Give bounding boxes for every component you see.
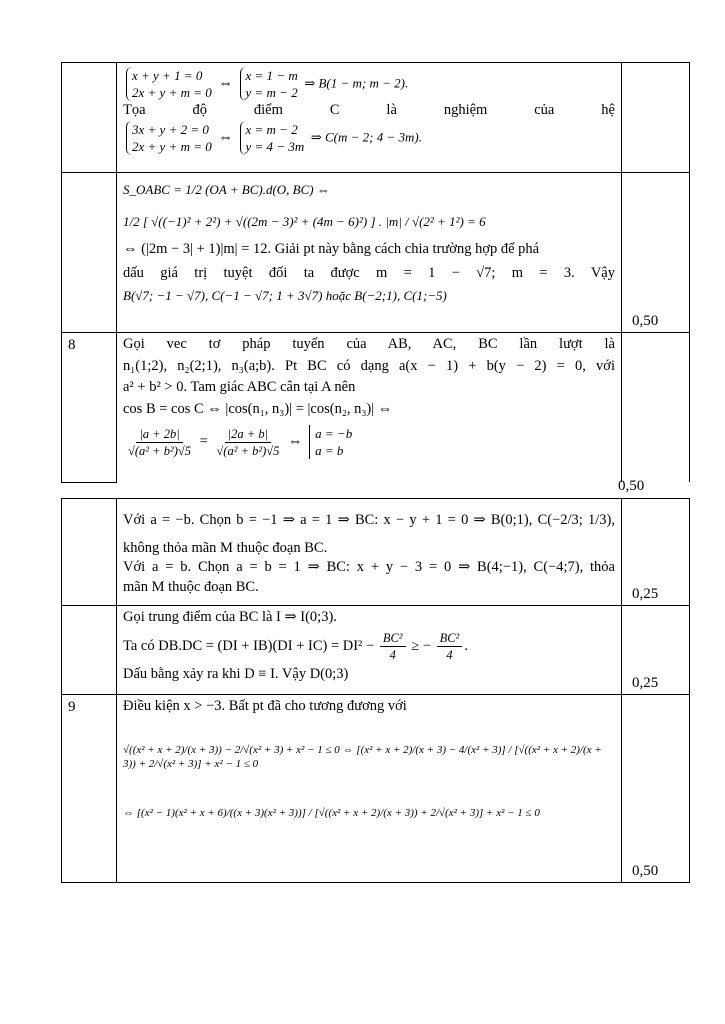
question-number-cell: [62, 499, 117, 606]
solution-cell: x + y + 1 = 0 2x + y + m = 0 ⇔ x = 1 − m y = m − 2 ⇒ B(1 − m; m − 2). Tọa độ điểm C là nghiệm của hệ 3x + y + 2 = 0 2x + y + m = 0 ⇔ x = m − 2 y = 4 − 3m ⇒ C(m − 2; 4 − 3m).: [117, 63, 622, 173]
text-line: n₁(1;2), n₂(2;1), n₃(a;b). Pt BC có dạng a(x − 1) + b(y − 2) = 0, với: [123, 357, 615, 374]
solution-cell: [117, 173, 622, 333]
table-row: [62, 173, 690, 333]
score-value: 0,50: [622, 695, 690, 883]
table-row: [62, 499, 690, 606]
system-equation: x + y + 1 = 0: [132, 68, 203, 83]
table-row: [62, 333, 690, 483]
score-cell: [622, 63, 690, 173]
system-result: x = 1 − m: [245, 68, 298, 83]
inequality-sign: ≥ −: [411, 637, 431, 654]
area-equation: 1/2 [ √((−1)² + 2²) + √((2m − 3)² + (4m − 6)²) ] . |m| / √(2² + 1²) = 6: [123, 213, 486, 229]
text-line: ⇔ (|2m − 3| + 1)|m| = 12. Giải pt này bằng cách chia trường hợp để phá: [123, 241, 540, 258]
point-b-formula: ⇒ B(1 − m; m − 2).: [304, 75, 409, 91]
solution-cell: Gọi trung điểm của BC là I ⇒ I(0;3). Ta có DB.DC = (DI + IB)(DI + IC) = DI² − $\frac{\text{BC²}}{4}$ ≥ − $\frac{\text{BC²}}{4}$ . Dấu bằng xảy ra khi D ≡ I. Vậy D(0;3): [117, 606, 622, 695]
question-number-cell: [62, 63, 117, 173]
area-formula: S_OABC = 1/2 (OA + BC).d(O, BC) ⇔: [123, 182, 330, 197]
question-number-cell: [62, 173, 117, 333]
fraction-denominator: 4: [446, 647, 453, 662]
question-number-cell: [62, 606, 117, 695]
fraction-denominator: √(a² + b²)√5: [216, 443, 280, 458]
fraction-numerator: BC²: [437, 630, 463, 647]
text-line: Dấu bằng xảy ra khi D ≡ I. Vậy D(0;3): [123, 665, 349, 682]
score-value: 0,25: [622, 499, 690, 606]
score-value: 0,25: [622, 606, 690, 695]
text-line: mãn M thuộc đoạn BC.: [123, 578, 259, 595]
case-option: a = b: [315, 443, 344, 459]
answer-line: B(√7; −1 − √7), C(−1 − √7; 1 + 3√7) hoặc B(−2;1), C(1;−5): [123, 288, 447, 304]
text-line: a² + b² > 0. Tam giác ABC cân tại A nên: [123, 379, 356, 396]
table-row: [62, 695, 690, 883]
system-equation: 2x + y + m = 0: [132, 138, 212, 154]
fraction-numerator: |2a + b|: [225, 426, 271, 443]
fraction-denominator: √(a² + b²)√5: [128, 443, 191, 458]
dot-product-formula: Ta có DB.DC = (DI + IB)(DI + IC) = DI² −: [123, 637, 375, 654]
system-result: y = m − 2: [245, 85, 298, 100]
score-cell: [622, 333, 690, 483]
system-equation: 2x + y + m = 0: [132, 85, 212, 100]
inequality-formula: ⇔ [(x² − 1)(x² + x + 6)/((x + 3)(x² + 3))] / [√((x² + x + 2)/(x + 3)) + 2/√(x² + 3)] + x² − 1 ≤ 0: [123, 807, 540, 820]
score-value: 0,50: [622, 173, 690, 333]
text-line: dấu giá trị tuyệt đối ta được m = 1 − √7; m = 3. Vậy: [123, 264, 615, 281]
text-line: Điều kiện x > −3. Bất pt đã cho tương đương với: [123, 698, 407, 714]
text-line: Với a = b. Chọn a = b = 1 ⇒ BC: x + y − 3 = 0 ⇒ B(4;−1), C(−4;7), thỏa: [123, 559, 615, 576]
system-result: y = 4 − 3m: [245, 138, 305, 154]
text-line: Với a = −b. Chọn b = −1 ⇒ a = 1 ⇒ BC: x − y + 1 = 0 ⇒ B(0;1), C(−2/3; 1/3),: [123, 512, 615, 528]
text-line: Tọa độ điểm C là nghiệm của hệ: [123, 102, 615, 118]
fraction-numerator: BC²: [380, 630, 406, 647]
question-number: 9: [62, 695, 117, 883]
text-line: Gọi vec tơ pháp tuyến của AB, AC, BC lần lượt là: [123, 336, 615, 352]
table-row: [62, 606, 690, 695]
solution-cell: [117, 499, 622, 606]
case-option: a = −b: [315, 426, 353, 442]
table-row: [62, 63, 690, 173]
question-number: 8: [62, 333, 117, 483]
text-line: Gọi trung điểm của BC là I ⇒ I(0;3).: [123, 609, 337, 625]
system-equation: 3x + y + 2 = 0: [132, 121, 209, 137]
solution-cell: Gọi vec tơ pháp tuyến của AB, AC, BC lần lượt là n₁(1;2), n₂(2;1), n₃(a;b). Pt BC có dạng a(x − 1) + b(y − 2) = 0, với a² + b² > 0. Tam giác ABC cân tại A nên cos B = cos C ⇔ |cos(n₁, n₃)| = |cos(n₂, n₃)| ⇔ $\frac{|a + 2b|}{\text{√(a² + b²)√5}}$ = $\frac{|2a + b|}{\text{√(a² + b²)√5}}$ ⇔ a = −b a = b: [117, 333, 622, 483]
solution-table-part-2: [61, 498, 690, 883]
point-c-formula: ⇒ C(m − 2; 4 − 3m).: [310, 128, 422, 144]
score-value: 0,50: [618, 478, 645, 494]
text-line: cos B = cos C ⇔ |cos(n₁, n₃)| = |cos(n₂, n₃)| ⇔: [123, 400, 393, 417]
fraction-denominator: 4: [389, 647, 396, 662]
solution-cell: [117, 695, 622, 883]
inequality-formula: √((x² + x + 2)/(x + 3)) − 2/√(x² + 3) + x² − 1 ≤ 0 ⇔ [(x² + x + 2)/(x + 3) − 4/(x² + 3)] / [√((x² + x + 2)/(x + 3)) + 2/√(x² + 3)] + x² − 1 ≤ 0: [123, 743, 602, 771]
solution-table-part-1: [61, 62, 690, 483]
system-result: x = m − 2: [245, 121, 298, 137]
text-line: không thỏa mãn M thuộc đoạn BC.: [123, 539, 328, 556]
fraction-numerator: |a + 2b|: [136, 426, 182, 443]
